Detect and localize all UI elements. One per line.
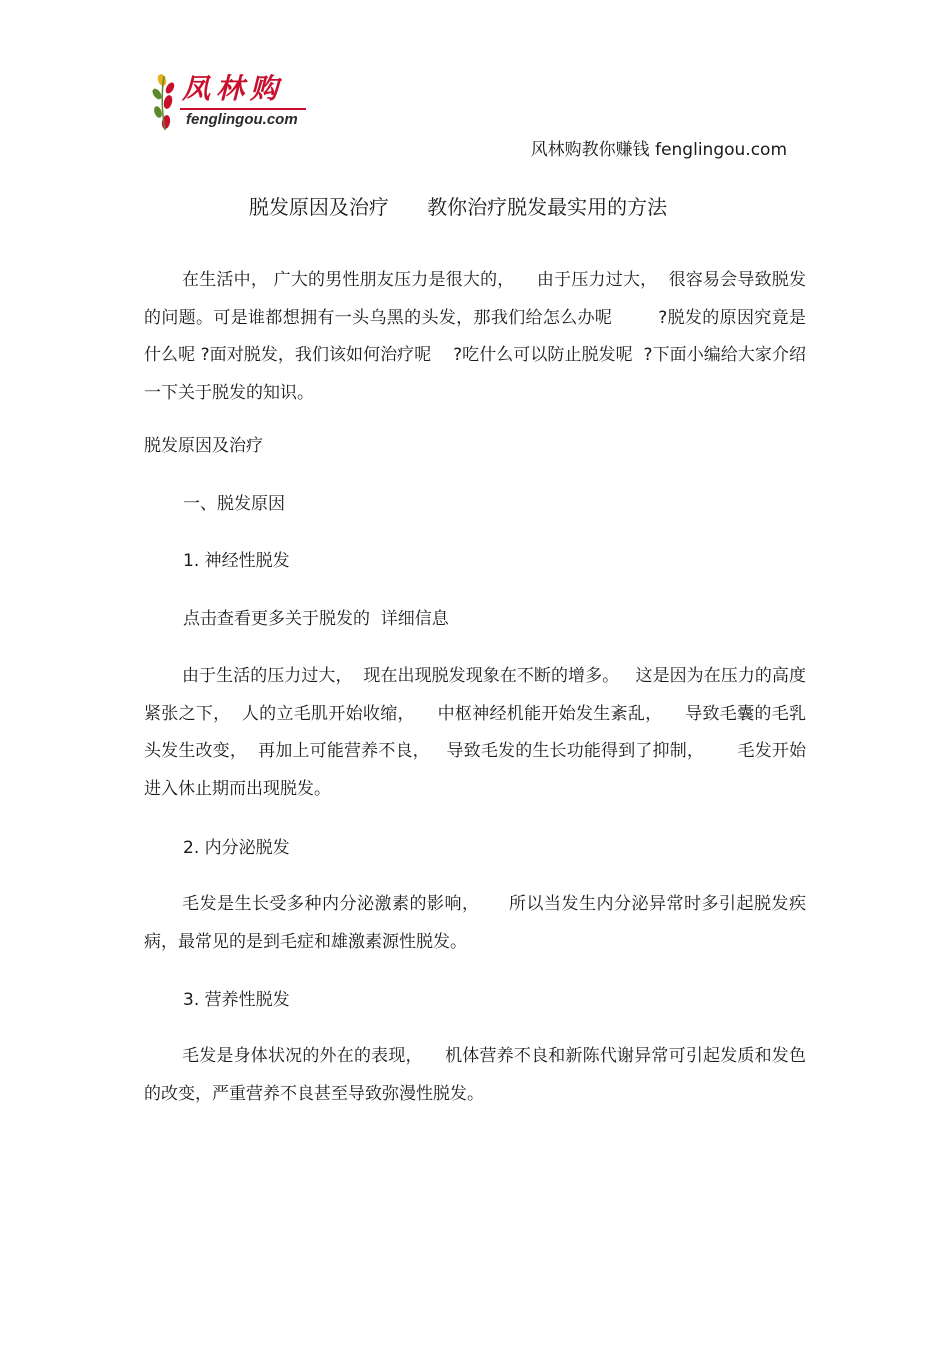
logo-chinese-text: 凤林购: [182, 72, 285, 105]
leaf-logo-icon: [150, 72, 180, 132]
intro-paragraph: 在生活中， 广大的男性朋友压力是很大的， 由于压力过大， 很容易会导致脱发的问题。可是谁都想拥有一头乌黑的头发，那我们给怎么办呢 ?脱发的原因究竟是什么呢 ?面对脱发，我们该如何治疗呢 ?吃什么可以防止脱发呢 ?下面小编给大家介绍一下关于脱发的知识。: [144, 270, 806, 403]
item-body: 由于生活的压力过大， 现在出现脱发现象在不断的增多。 这是因为在压力的高度紧张之下， 人的立毛肌开始收缩， 中枢神经机能开始发生紊乱， 导致毛囊的毛乳头发生改变， 再加上可能营养不良， 导致毛发的生长功能得到了抑制， 毛发开始进入休止期而出现脱发。: [144, 666, 806, 799]
item-heading: 3. 营养性脱发: [183, 990, 290, 1010]
part-heading: 一、脱发原因: [183, 494, 285, 514]
item-heading: 2. 内分泌脱发: [183, 838, 290, 858]
logo-domain-text: fenglingou.com: [186, 111, 298, 128]
item-heading: 1. 神经性脱发: [183, 551, 290, 571]
item-body: 毛发是身体状况的外在的表现， 机体营养不良和新陈代谢异常可引起发质和发色的改变，严重营养不良甚至导致弥漫性脱发。: [144, 1046, 806, 1104]
more-info-link[interactable]: 点击查看更多关于脱发的 详细信息: [183, 609, 449, 629]
item-body: 毛发是生长受多种内分泌激素的影响， 所以当发生内分泌异常时多引起脱发疾病，最常见的是到毛症和雄激素源性脱发。: [144, 894, 806, 952]
section-heading: 脱发原因及治疗: [144, 436, 263, 456]
site-logo[interactable]: [150, 72, 320, 134]
site-tagline[interactable]: 风林购教你赚钱 fenglingou.com: [530, 140, 787, 160]
article-title: 脱发原因及治疗 教你治疗脱发最实用的方法: [248, 195, 668, 219]
